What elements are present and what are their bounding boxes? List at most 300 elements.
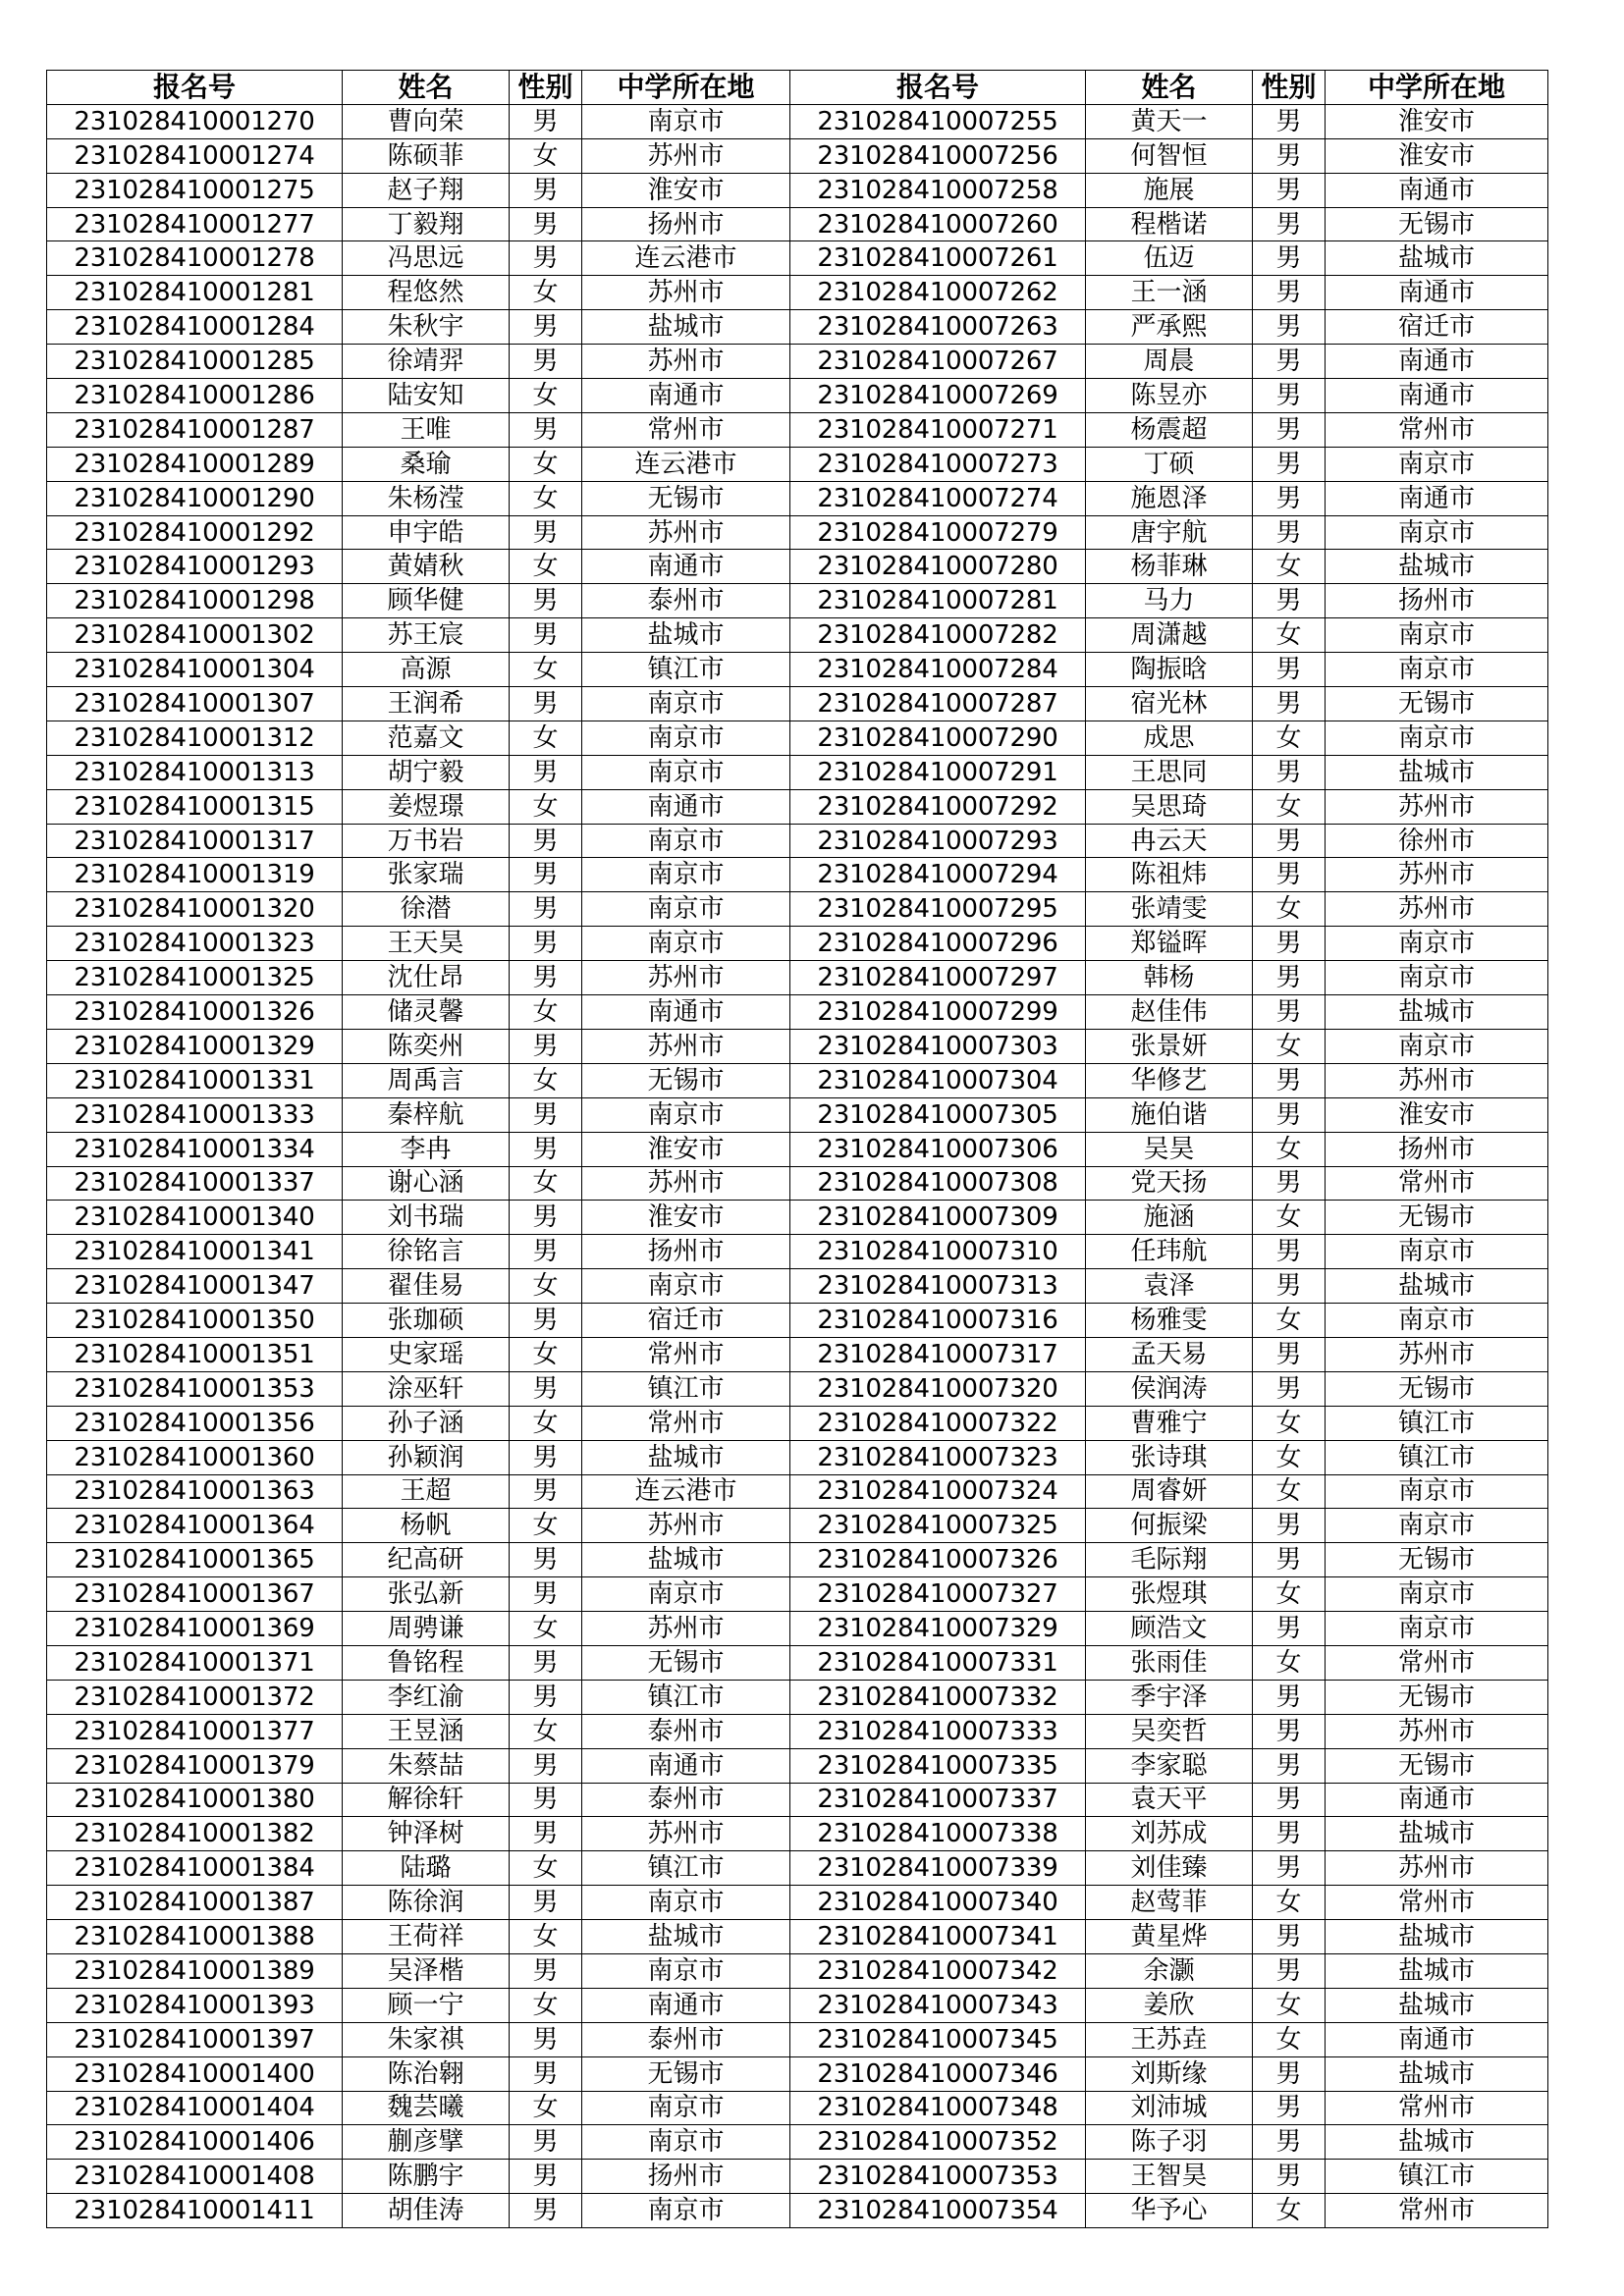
- student-name-left-cell: 孙颖润: [343, 1440, 510, 1474]
- school-city-right-cell: 无锡市: [1326, 687, 1548, 721]
- school-city-left-cell: 南通市: [582, 789, 790, 824]
- school-city-left-cell: 泰州市: [582, 1714, 790, 1748]
- registration-no-left-cell: 231028410001379: [47, 1748, 343, 1783]
- school-city-right-cell: 南通市: [1326, 276, 1548, 310]
- registration-no-right-cell: 231028410007327: [790, 1577, 1086, 1612]
- student-name-left-cell: 王唯: [343, 412, 510, 447]
- school-city-right-cell: 盐城市: [1326, 1920, 1548, 1954]
- registration-no-right-cell: 231028410007343: [790, 1988, 1086, 2022]
- gender-left-cell: 男: [510, 1235, 582, 1269]
- school-city-left-cell: 南通市: [582, 995, 790, 1030]
- registration-no-right-cell: 231028410007292: [790, 789, 1086, 824]
- student-name-left-cell: 钟泽树: [343, 1817, 510, 1851]
- registration-no-right-cell: 231028410007255: [790, 104, 1086, 138]
- student-name-right-cell: 陈祖炜: [1086, 858, 1253, 892]
- registration-no-left-cell: 231028410001347: [47, 1269, 343, 1304]
- registration-no-left-cell: 231028410001389: [47, 1953, 343, 1988]
- student-name-right-cell: 赵莺菲: [1086, 1886, 1253, 1920]
- school-city-left-cell: 镇江市: [582, 1851, 790, 1886]
- table-row: [47, 241, 1548, 276]
- registration-no-left-cell: 231028410001371: [47, 1645, 343, 1680]
- table-row: [47, 584, 1548, 618]
- student-name-right-cell: 陈昱亦: [1086, 379, 1253, 413]
- table-row: [47, 515, 1548, 550]
- school-city-left-cell: 泰州市: [582, 1783, 790, 1817]
- student-name-left-cell: 秦梓航: [343, 1097, 510, 1132]
- school-city-right-cell: 盐城市: [1326, 2056, 1548, 2091]
- school-city-right-cell: 苏州市: [1326, 1851, 1548, 1886]
- student-name-left-cell: 陈治翱: [343, 2056, 510, 2091]
- gender-left-cell: 男: [510, 1371, 582, 1406]
- gender-right-cell: 男: [1253, 2056, 1326, 2091]
- school-city-right-cell: 扬州市: [1326, 1132, 1548, 1166]
- gender-left-cell: 男: [510, 618, 582, 653]
- student-name-left-cell: 胡宁毅: [343, 755, 510, 789]
- registration-no-left-cell: 231028410001285: [47, 345, 343, 379]
- student-name-left-cell: 陈徐润: [343, 1886, 510, 1920]
- gender-left-cell: 女: [510, 138, 582, 173]
- registration-no-left-cell: 231028410001372: [47, 1680, 343, 1714]
- gender-left-cell: 女: [510, 481, 582, 515]
- header-gender-left: 性别: [510, 71, 582, 105]
- table-row: [47, 2022, 1548, 2056]
- gender-right-cell: 男: [1253, 104, 1326, 138]
- table-row: [47, 961, 1548, 995]
- registration-no-right-cell: 231028410007290: [790, 721, 1086, 755]
- student-name-right-cell: 孟天易: [1086, 1337, 1253, 1371]
- registration-no-left-cell: 231028410001334: [47, 1132, 343, 1166]
- registration-no-right-cell: 231028410007297: [790, 961, 1086, 995]
- table-row: [47, 1988, 1548, 2022]
- school-city-right-cell: 镇江市: [1326, 1406, 1548, 1440]
- student-name-right-cell: 赵佳伟: [1086, 995, 1253, 1030]
- student-name-left-cell: 谢心涵: [343, 1166, 510, 1201]
- registration-no-right-cell: 231028410007258: [790, 173, 1086, 207]
- gender-right-cell: 男: [1253, 1920, 1326, 1954]
- gender-right-cell: 女: [1253, 618, 1326, 653]
- registration-no-left-cell: 231028410001275: [47, 173, 343, 207]
- student-name-right-cell: 黄天一: [1086, 104, 1253, 138]
- table-row: [47, 345, 1548, 379]
- registration-no-left-cell: 231028410001302: [47, 618, 343, 653]
- table-row: [47, 1886, 1548, 1920]
- student-name-left-cell: 周禹言: [343, 1063, 510, 1097]
- registration-no-right-cell: 231028410007295: [790, 892, 1086, 927]
- school-city-left-cell: 盐城市: [582, 310, 790, 345]
- student-name-left-cell: 蒯彦擘: [343, 2125, 510, 2160]
- student-name-right-cell: 冉云天: [1086, 824, 1253, 858]
- registration-no-right-cell: 231028410007326: [790, 1543, 1086, 1577]
- registration-no-left-cell: 231028410001315: [47, 789, 343, 824]
- school-city-left-cell: 盐城市: [582, 1543, 790, 1577]
- school-city-left-cell: 连云港市: [582, 447, 790, 481]
- gender-left-cell: 男: [510, 1029, 582, 1063]
- school-city-left-cell: 苏州市: [582, 1509, 790, 1543]
- gender-right-cell: 女: [1253, 1304, 1326, 1338]
- gender-left-cell: 女: [510, 1406, 582, 1440]
- school-city-right-cell: 苏州市: [1326, 1714, 1548, 1748]
- registration-no-right-cell: 231028410007303: [790, 1029, 1086, 1063]
- student-name-left-cell: 孙子涵: [343, 1406, 510, 1440]
- registration-no-left-cell: 231028410001292: [47, 515, 343, 550]
- registration-no-right-cell: 231028410007260: [790, 207, 1086, 241]
- school-city-left-cell: 南京市: [582, 1097, 790, 1132]
- table-row: [47, 1337, 1548, 1371]
- student-name-right-cell: 宿光林: [1086, 687, 1253, 721]
- student-name-right-cell: 党天扬: [1086, 1166, 1253, 1201]
- gender-left-cell: 女: [510, 1612, 582, 1646]
- school-city-left-cell: 宿迁市: [582, 1304, 790, 1338]
- header-row: [47, 71, 1548, 105]
- school-city-right-cell: 盐城市: [1326, 1953, 1548, 1988]
- table-row: [47, 858, 1548, 892]
- gender-right-cell: 男: [1253, 1543, 1326, 1577]
- school-city-right-cell: 南通市: [1326, 1783, 1548, 1817]
- school-city-left-cell: 镇江市: [582, 1371, 790, 1406]
- gender-left-cell: 女: [510, 1851, 582, 1886]
- registration-no-right-cell: 231028410007262: [790, 276, 1086, 310]
- school-city-right-cell: 无锡市: [1326, 207, 1548, 241]
- student-name-left-cell: 张珈硕: [343, 1304, 510, 1338]
- registration-no-left-cell: 231028410001351: [47, 1337, 343, 1371]
- gender-right-cell: 男: [1253, 1851, 1326, 1886]
- student-name-left-cell: 杨帆: [343, 1509, 510, 1543]
- student-name-left-cell: 王荷祥: [343, 1920, 510, 1954]
- school-city-right-cell: 南京市: [1326, 1577, 1548, 1612]
- registration-no-right-cell: 231028410007346: [790, 2056, 1086, 2091]
- school-city-right-cell: 常州市: [1326, 2091, 1548, 2125]
- student-name-right-cell: 张雨佳: [1086, 1645, 1253, 1680]
- student-name-left-cell: 吴泽楷: [343, 1953, 510, 1988]
- registration-no-left-cell: 231028410001319: [47, 858, 343, 892]
- school-city-left-cell: 南京市: [582, 2091, 790, 2125]
- student-name-right-cell: 施涵: [1086, 1201, 1253, 1235]
- gender-left-cell: 男: [510, 1953, 582, 1988]
- table-row: [47, 687, 1548, 721]
- school-city-right-cell: 苏州市: [1326, 1063, 1548, 1097]
- student-name-left-cell: 翟佳易: [343, 1269, 510, 1304]
- registration-no-right-cell: 231028410007325: [790, 1509, 1086, 1543]
- gender-right-cell: 女: [1253, 1474, 1326, 1509]
- gender-right-cell: 男: [1253, 755, 1326, 789]
- gender-left-cell: 女: [510, 379, 582, 413]
- school-city-right-cell: 镇江市: [1326, 1440, 1548, 1474]
- gender-right-cell: 女: [1253, 789, 1326, 824]
- table-row: [47, 927, 1548, 961]
- registration-no-right-cell: 231028410007353: [790, 2160, 1086, 2194]
- registration-no-left-cell: 231028410001384: [47, 1851, 343, 1886]
- registration-no-left-cell: 231028410001365: [47, 1543, 343, 1577]
- student-name-left-cell: 魏芸曦: [343, 2091, 510, 2125]
- registration-no-right-cell: 231028410007316: [790, 1304, 1086, 1338]
- registration-no-right-cell: 231028410007304: [790, 1063, 1086, 1097]
- table-row: [47, 138, 1548, 173]
- school-city-right-cell: 南京市: [1326, 721, 1548, 755]
- registration-no-left-cell: 231028410001289: [47, 447, 343, 481]
- registration-no-right-cell: 231028410007261: [790, 241, 1086, 276]
- gender-right-cell: 男: [1253, 824, 1326, 858]
- student-name-right-cell: 顾浩文: [1086, 1612, 1253, 1646]
- gender-right-cell: 女: [1253, 721, 1326, 755]
- school-city-right-cell: 南京市: [1326, 1304, 1548, 1338]
- gender-left-cell: 男: [510, 2125, 582, 2160]
- school-city-right-cell: 南京市: [1326, 1235, 1548, 1269]
- school-city-left-cell: 苏州市: [582, 138, 790, 173]
- registration-no-right-cell: 231028410007284: [790, 653, 1086, 687]
- school-city-right-cell: 常州市: [1326, 1886, 1548, 1920]
- student-name-right-cell: 华予心: [1086, 2194, 1253, 2228]
- registration-no-right-cell: 231028410007274: [790, 481, 1086, 515]
- header-school-city-left: 中学所在地: [582, 71, 790, 105]
- school-city-left-cell: 苏州市: [582, 276, 790, 310]
- gender-right-cell: 男: [1253, 1063, 1326, 1097]
- gender-left-cell: 男: [510, 173, 582, 207]
- school-city-right-cell: 苏州市: [1326, 858, 1548, 892]
- school-city-left-cell: 苏州市: [582, 515, 790, 550]
- registration-no-right-cell: 231028410007320: [790, 1371, 1086, 1406]
- student-name-right-cell: 张煜琪: [1086, 1577, 1253, 1612]
- school-city-right-cell: 盐城市: [1326, 755, 1548, 789]
- student-name-right-cell: 王苏垚: [1086, 2022, 1253, 2056]
- student-name-right-cell: 刘沛城: [1086, 2091, 1253, 2125]
- gender-left-cell: 女: [510, 789, 582, 824]
- gender-left-cell: 男: [510, 1680, 582, 1714]
- student-name-left-cell: 申宇皓: [343, 515, 510, 550]
- student-name-left-cell: 王天昊: [343, 927, 510, 961]
- student-name-left-cell: 解徐轩: [343, 1783, 510, 1817]
- student-name-right-cell: 陶振晗: [1086, 653, 1253, 687]
- school-city-left-cell: 南京市: [582, 755, 790, 789]
- school-city-right-cell: 南通市: [1326, 173, 1548, 207]
- gender-left-cell: 男: [510, 1577, 582, 1612]
- gender-right-cell: 男: [1253, 138, 1326, 173]
- school-city-right-cell: 苏州市: [1326, 1337, 1548, 1371]
- registration-no-left-cell: 231028410001382: [47, 1817, 343, 1851]
- gender-left-cell: 女: [510, 2091, 582, 2125]
- student-name-right-cell: 任玮航: [1086, 1235, 1253, 1269]
- table-row: [47, 755, 1548, 789]
- student-name-left-cell: 胡佳涛: [343, 2194, 510, 2228]
- school-city-right-cell: 南京市: [1326, 515, 1548, 550]
- registration-no-right-cell: 231028410007333: [790, 1714, 1086, 1748]
- registration-no-left-cell: 231028410001304: [47, 653, 343, 687]
- school-city-left-cell: 连云港市: [582, 241, 790, 276]
- table-row: [47, 207, 1548, 241]
- school-city-left-cell: 扬州市: [582, 2160, 790, 2194]
- student-name-right-cell: 吴思琦: [1086, 789, 1253, 824]
- table-row: [47, 1612, 1548, 1646]
- student-name-right-cell: 施伯谐: [1086, 1097, 1253, 1132]
- registration-no-left-cell: 231028410001364: [47, 1509, 343, 1543]
- gender-right-cell: 男: [1253, 276, 1326, 310]
- registration-no-left-cell: 231028410001397: [47, 2022, 343, 2056]
- school-city-right-cell: 盐城市: [1326, 1269, 1548, 1304]
- registration-no-right-cell: 231028410007332: [790, 1680, 1086, 1714]
- gender-left-cell: 男: [510, 1474, 582, 1509]
- registration-no-left-cell: 231028410001387: [47, 1886, 343, 1920]
- student-name-left-cell: 徐潜: [343, 892, 510, 927]
- student-name-right-cell: 华修艺: [1086, 1063, 1253, 1097]
- gender-right-cell: 男: [1253, 927, 1326, 961]
- student-name-left-cell: 周骋谦: [343, 1612, 510, 1646]
- table-row: [47, 653, 1548, 687]
- school-city-right-cell: 南通市: [1326, 345, 1548, 379]
- school-city-right-cell: 南京市: [1326, 927, 1548, 961]
- school-city-right-cell: 常州市: [1326, 1166, 1548, 1201]
- student-name-right-cell: 周晨: [1086, 345, 1253, 379]
- gender-right-cell: 男: [1253, 1953, 1326, 1988]
- registration-no-right-cell: 231028410007310: [790, 1235, 1086, 1269]
- school-city-left-cell: 南通市: [582, 1988, 790, 2022]
- gender-right-cell: 男: [1253, 858, 1326, 892]
- student-name-right-cell: 季宇泽: [1086, 1680, 1253, 1714]
- gender-right-cell: 男: [1253, 1337, 1326, 1371]
- registration-no-left-cell: 231028410001326: [47, 995, 343, 1030]
- student-name-left-cell: 朱秋宇: [343, 310, 510, 345]
- registration-no-right-cell: 231028410007287: [790, 687, 1086, 721]
- gender-left-cell: 女: [510, 1509, 582, 1543]
- student-name-right-cell: 陈子羽: [1086, 2125, 1253, 2160]
- registration-no-right-cell: 231028410007337: [790, 1783, 1086, 1817]
- table-row: [47, 2194, 1548, 2228]
- registration-no-left-cell: 231028410001317: [47, 824, 343, 858]
- registration-no-left-cell: 231028410001363: [47, 1474, 343, 1509]
- student-name-left-cell: 朱杨滢: [343, 481, 510, 515]
- student-name-left-cell: 程悠然: [343, 276, 510, 310]
- school-city-right-cell: 无锡市: [1326, 1201, 1548, 1235]
- student-name-right-cell: 吴昊: [1086, 1132, 1253, 1166]
- registration-no-left-cell: 231028410001341: [47, 1235, 343, 1269]
- student-name-right-cell: 吴奕哲: [1086, 1714, 1253, 1748]
- gender-right-cell: 男: [1253, 1371, 1326, 1406]
- school-city-left-cell: 盐城市: [582, 1440, 790, 1474]
- gender-right-cell: 女: [1253, 2022, 1326, 2056]
- gender-left-cell: 男: [510, 858, 582, 892]
- school-city-left-cell: 淮安市: [582, 173, 790, 207]
- school-city-right-cell: 南通市: [1326, 2022, 1548, 2056]
- school-city-left-cell: 南京市: [582, 721, 790, 755]
- registration-no-left-cell: 231028410001323: [47, 927, 343, 961]
- registration-no-right-cell: 231028410007281: [790, 584, 1086, 618]
- gender-left-cell: 男: [510, 687, 582, 721]
- gender-right-cell: 男: [1253, 1097, 1326, 1132]
- gender-left-cell: 女: [510, 721, 582, 755]
- gender-left-cell: 男: [510, 310, 582, 345]
- student-name-left-cell: 陆璐: [343, 1851, 510, 1886]
- student-name-left-cell: 李红渝: [343, 1680, 510, 1714]
- school-city-right-cell: 南京市: [1326, 653, 1548, 687]
- registration-no-left-cell: 231028410001293: [47, 550, 343, 584]
- registration-no-left-cell: 231028410001356: [47, 1406, 343, 1440]
- registration-no-right-cell: 231028410007299: [790, 995, 1086, 1030]
- gender-right-cell: 男: [1253, 1612, 1326, 1646]
- student-name-left-cell: 陈鹏宇: [343, 2160, 510, 2194]
- school-city-left-cell: 扬州市: [582, 1235, 790, 1269]
- registration-no-left-cell: 231028410001400: [47, 2056, 343, 2091]
- school-city-right-cell: 盐城市: [1326, 995, 1548, 1030]
- gender-right-cell: 男: [1253, 1817, 1326, 1851]
- table-row: [47, 789, 1548, 824]
- registration-no-right-cell: 231028410007345: [790, 2022, 1086, 2056]
- table-row: [47, 721, 1548, 755]
- registration-no-right-cell: 231028410007306: [790, 1132, 1086, 1166]
- registration-no-left-cell: 231028410001298: [47, 584, 343, 618]
- table-row: [47, 1269, 1548, 1304]
- student-name-left-cell: 王昱涵: [343, 1714, 510, 1748]
- gender-left-cell: 男: [510, 1817, 582, 1851]
- school-city-right-cell: 扬州市: [1326, 584, 1548, 618]
- gender-right-cell: 女: [1253, 1029, 1326, 1063]
- student-name-right-cell: 何智恒: [1086, 138, 1253, 173]
- gender-right-cell: 男: [1253, 1509, 1326, 1543]
- gender-left-cell: 男: [510, 1783, 582, 1817]
- school-city-left-cell: 苏州市: [582, 961, 790, 995]
- registration-no-left-cell: 231028410001367: [47, 1577, 343, 1612]
- student-name-left-cell: 鲁铭程: [343, 1645, 510, 1680]
- registration-no-left-cell: 231028410001329: [47, 1029, 343, 1063]
- header-name-right: 姓名: [1086, 71, 1253, 105]
- table-row: [47, 1235, 1548, 1269]
- registration-no-right-cell: 231028410007294: [790, 858, 1086, 892]
- gender-left-cell: 女: [510, 550, 582, 584]
- student-name-right-cell: 袁泽: [1086, 1269, 1253, 1304]
- student-name-right-cell: 王智昊: [1086, 2160, 1253, 2194]
- student-name-right-cell: 余灏: [1086, 1953, 1253, 1988]
- student-name-left-cell: 冯思远: [343, 241, 510, 276]
- gender-right-cell: 男: [1253, 687, 1326, 721]
- gender-left-cell: 男: [510, 2160, 582, 2194]
- registration-no-right-cell: 231028410007335: [790, 1748, 1086, 1783]
- school-city-right-cell: 盐城市: [1326, 550, 1548, 584]
- table-row: [47, 1577, 1548, 1612]
- gender-right-cell: 男: [1253, 1783, 1326, 1817]
- school-city-left-cell: 无锡市: [582, 1063, 790, 1097]
- student-name-left-cell: 黄婧秋: [343, 550, 510, 584]
- gender-left-cell: 男: [510, 1440, 582, 1474]
- school-city-right-cell: 常州市: [1326, 2194, 1548, 2228]
- student-name-left-cell: 储灵馨: [343, 995, 510, 1030]
- table-row: [47, 481, 1548, 515]
- registration-no-right-cell: 231028410007282: [790, 618, 1086, 653]
- student-name-right-cell: 唐宇航: [1086, 515, 1253, 550]
- school-city-left-cell: 南京市: [582, 1577, 790, 1612]
- gender-left-cell: 男: [510, 755, 582, 789]
- gender-right-cell: 男: [1253, 345, 1326, 379]
- student-name-left-cell: 涂巫轩: [343, 1371, 510, 1406]
- table-row: [47, 824, 1548, 858]
- registration-no-left-cell: 231028410001281: [47, 276, 343, 310]
- student-name-right-cell: 马力: [1086, 584, 1253, 618]
- registration-no-left-cell: 231028410001408: [47, 2160, 343, 2194]
- school-city-left-cell: 扬州市: [582, 207, 790, 241]
- registration-no-right-cell: 231028410007267: [790, 345, 1086, 379]
- table-row: [47, 1817, 1548, 1851]
- table-row: [47, 1680, 1548, 1714]
- student-name-right-cell: 周潇越: [1086, 618, 1253, 653]
- student-name-left-cell: 曹向荣: [343, 104, 510, 138]
- student-name-left-cell: 王润希: [343, 687, 510, 721]
- school-city-right-cell: 盐城市: [1326, 1988, 1548, 2022]
- gender-left-cell: 男: [510, 515, 582, 550]
- student-name-left-cell: 李冉: [343, 1132, 510, 1166]
- header-school-city-right: 中学所在地: [1326, 71, 1548, 105]
- registration-no-left-cell: 231028410001287: [47, 412, 343, 447]
- school-city-left-cell: 南京市: [582, 2194, 790, 2228]
- table-row: [47, 1440, 1548, 1474]
- gender-left-cell: 男: [510, 1748, 582, 1783]
- table-row: [47, 310, 1548, 345]
- registration-no-right-cell: 231028410007323: [790, 1440, 1086, 1474]
